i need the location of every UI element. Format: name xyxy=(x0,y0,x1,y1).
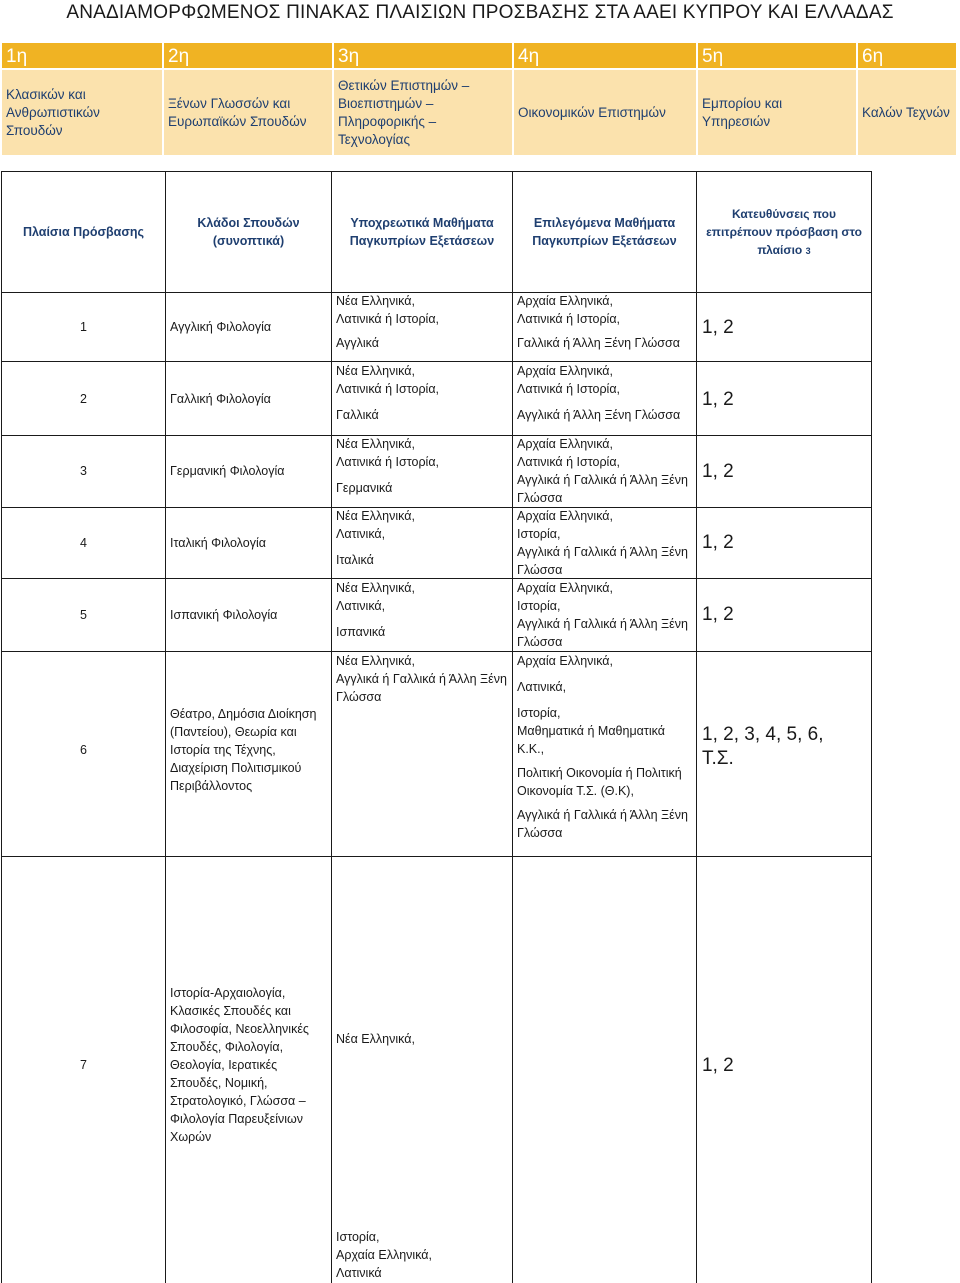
branch-line: Ισπανική Φιλολογία xyxy=(170,608,278,622)
required-line: Αγγλικά xyxy=(336,336,379,350)
branch-line: Σπουδές, Φιλολογία, xyxy=(170,1040,284,1054)
optional-cell xyxy=(517,652,688,842)
header-line: επιτρέπουν πρόσβαση στο xyxy=(706,224,862,239)
table-border xyxy=(1,856,872,857)
required-line: Νέα Ελληνικά, xyxy=(336,437,415,451)
header-line: (συνοπτικά) xyxy=(212,234,285,248)
frame-number: 5 xyxy=(80,608,87,622)
optional-line: Ιστορία, xyxy=(517,599,561,613)
required-line: Γλώσσα xyxy=(336,690,382,704)
frame-number: 4 xyxy=(80,536,87,550)
frame-number: 1 xyxy=(80,320,87,334)
required-line: Γερμανικά xyxy=(336,481,393,495)
area-4 xyxy=(514,43,696,155)
directions-cell xyxy=(702,1054,734,1078)
optional-line: Αγγλικά ή Γαλλικά ή Άλλη Ξένη xyxy=(517,473,688,487)
optional-line: Γλώσσα xyxy=(517,826,563,840)
frame-number: 6 xyxy=(80,743,87,757)
branch-cell xyxy=(170,705,316,795)
required-cell xyxy=(336,507,415,569)
directions-line: 1, 2 xyxy=(702,532,734,553)
optional-line: Αγγλικά ή Άλλη Ξένη Γλώσσα xyxy=(517,408,681,422)
required-cell xyxy=(336,652,507,706)
optional-cell xyxy=(517,435,688,507)
branch-cell xyxy=(170,534,266,552)
required-cell xyxy=(336,362,439,424)
optional-line: Κ.Κ., xyxy=(517,742,545,756)
header-subscript: 3 xyxy=(805,245,811,256)
area-name: Ξένων Γλωσσών και Ευρωπαϊκών Σπουδών xyxy=(164,70,332,155)
required-extra-cell xyxy=(336,1228,432,1282)
branch-line: Στρατολογικό, Γλώσσα – xyxy=(170,1094,306,1108)
required-line: Νέα Ελληνικά, xyxy=(336,581,415,595)
required-line: Λατινικά, xyxy=(336,599,386,613)
table-border xyxy=(512,171,513,1283)
header-optional xyxy=(513,172,696,292)
branch-line: Φιλολογία Παρευξείνιων xyxy=(170,1112,304,1126)
table-border xyxy=(1,171,2,1283)
optional-line: Λατινικά, xyxy=(517,680,567,694)
branch-cell xyxy=(170,984,309,1146)
optional-line: Αγγλικά ή Γαλλικά ή Άλλη Ξένη xyxy=(517,545,688,559)
branch-cell xyxy=(170,318,271,336)
optional-cell xyxy=(517,579,688,651)
branch-line: Ιταλική Φιλολογία xyxy=(170,536,266,550)
area-1 xyxy=(2,43,162,155)
header-line: Κλάδοι Σπουδών xyxy=(197,216,300,230)
required-line: Νέα Ελληνικά, xyxy=(336,1032,415,1046)
area-3 xyxy=(334,43,512,155)
optional-line: Λατινικά ή Ιστορία, xyxy=(517,312,621,326)
header-line xyxy=(757,241,810,260)
frame-number: 3 xyxy=(80,464,87,478)
area-number: 3η xyxy=(334,43,512,68)
optional-line: Λατινικά ή Ιστορία, xyxy=(517,455,621,469)
area-6 xyxy=(858,43,956,155)
required-line: Λατινικά ή Ιστορία, xyxy=(336,455,440,469)
required-line: Λατινικά ή Ιστορία, xyxy=(336,312,440,326)
optional-line: Λατινικά ή Ιστορία, xyxy=(517,382,621,396)
directions-cell xyxy=(702,460,734,484)
optional-line: Αρχαία Ελληνικά, xyxy=(517,437,613,451)
directions-cell xyxy=(702,388,734,412)
optional-line: Αγγλικά ή Γαλλικά ή Άλλη Ξένη xyxy=(517,808,688,822)
branch-cell xyxy=(170,390,271,408)
directions-line: Τ.Σ. xyxy=(702,748,734,769)
branch-line: Ιστορία-Αρχαιολογία, xyxy=(170,986,286,1000)
area-number: 2η xyxy=(164,43,332,68)
optional-cell xyxy=(517,292,680,352)
header-line: Επιλεγόμενα Μαθήματα xyxy=(533,216,676,230)
branch-line: Γαλλική Φιλολογία xyxy=(170,392,271,406)
area-name: Θετικών Επιστημών – Βιοεπιστημών – Πληροφορικής – Τεχνολογίας xyxy=(334,70,512,155)
directions-line: 1, 2 xyxy=(702,317,734,338)
directions-line: 1, 2 xyxy=(702,604,734,625)
areas-legend xyxy=(2,43,956,155)
optional-cell xyxy=(517,362,680,424)
required-line: Αγγλικά ή Γαλλικά ή Άλλη Ξένη xyxy=(336,672,507,686)
header-frames-label: Πλαίσια Πρόσβασης xyxy=(22,225,145,239)
optional-line: Πολιτική Οικονομία ή Πολιτική xyxy=(517,766,682,780)
required-line: Αρχαία Ελληνικά, xyxy=(336,1248,432,1262)
optional-line: Γαλλικά ή Άλλη Ξένη Γλώσσα xyxy=(517,336,680,350)
branch-line: Σπουδές, Νομική, xyxy=(170,1076,268,1090)
required-line: Λατινικά ή Ιστορία, xyxy=(336,382,440,396)
optional-line: Μαθηματικά ή Μαθηματικά xyxy=(517,724,665,738)
directions-cell xyxy=(702,723,823,771)
area-name: Οικονομικών Επιστημών xyxy=(514,70,696,155)
required-line: Νέα Ελληνικά, xyxy=(336,654,415,668)
required-line: Λατινικά, xyxy=(336,527,386,541)
table-border xyxy=(1,507,872,508)
area-name: Καλών Τεχνών xyxy=(858,70,956,155)
required-cell xyxy=(336,435,439,497)
optional-line: Αρχαία Ελληνικά, xyxy=(517,581,613,595)
optional-line: Οικονομία Τ.Σ. (Θ.Κ), xyxy=(517,784,634,798)
required-cell xyxy=(336,1030,415,1048)
directions-line: 1, 2 xyxy=(702,389,734,410)
optional-line: Αρχαία Ελληνικά, xyxy=(517,294,613,308)
required-line: Γαλλικά xyxy=(336,408,379,422)
required-line: Ιταλικά xyxy=(336,553,374,567)
optional-line: Αγγλικά ή Γαλλικά ή Άλλη Ξένη xyxy=(517,617,688,631)
branch-line: Θεολογία, Ιερατικές xyxy=(170,1058,278,1072)
branch-line: Θέατρο, Δημόσια Διοίκηση xyxy=(170,707,317,721)
area-5 xyxy=(698,43,856,155)
header-directions xyxy=(697,172,871,292)
required-line: Νέα Ελληνικά, xyxy=(336,364,415,378)
header-frames xyxy=(2,172,165,292)
branch-line: Αγγλική Φιλολογία xyxy=(170,320,272,334)
optional-line: Ιστορία, xyxy=(517,527,561,541)
table-border xyxy=(331,171,332,1283)
optional-line: Αρχαία Ελληνικά, xyxy=(517,364,613,378)
branch-line: Περιβάλλοντος xyxy=(170,779,253,793)
directions-line: 1, 2 xyxy=(702,461,734,482)
document-title: ΑΝΑΔΙΑΜΟΡΦΩΜΕΝΟΣ ΠΙΝΑΚΑΣ ΠΛΑΙΣΙΩΝ ΠΡΟΣΒΑΣΗΣ ΣΤΑ ΑΑΕΙ ΚΥΠΡΟΥ ΚΑΙ ΕΛΛΑΔΑΣ xyxy=(66,2,894,23)
area-name: Κλασικών και Ανθρωπιστικών Σπουδών xyxy=(2,70,162,155)
optional-line: Γλώσσα xyxy=(517,563,563,577)
required-line: Λατινικά xyxy=(336,1266,382,1280)
area-2 xyxy=(164,43,332,155)
required-line: Νέα Ελληνικά, xyxy=(336,509,415,523)
branch-line: Διαχείριση Πολιτισμικού xyxy=(170,761,302,775)
optional-line: Ιστορία, xyxy=(517,706,561,720)
required-line: Νέα Ελληνικά, xyxy=(336,294,415,308)
header-branches xyxy=(166,172,331,292)
directions-line: 1, 2, 3, 4, 5, 6, xyxy=(702,724,824,745)
optional-cell xyxy=(517,507,688,579)
header-line: Κατευθύνσεις που xyxy=(732,206,836,221)
area-number: 1η xyxy=(2,43,162,68)
optional-line: Γλώσσα xyxy=(517,635,563,649)
directions-cell xyxy=(702,316,734,340)
header-line: Παγκυπρίων Εξετάσεων xyxy=(532,234,677,248)
frame-number: 2 xyxy=(80,392,87,406)
directions-cell xyxy=(702,603,734,627)
branch-line: Φιλοσοφία, Νεοελληνικές xyxy=(170,1022,309,1036)
header-line: Παγκυπρίων Εξετάσεων xyxy=(349,234,495,248)
directions-cell xyxy=(702,531,734,555)
table-border xyxy=(1,578,872,579)
header-line-text: πλαίσιο xyxy=(757,242,803,257)
area-number: 6η xyxy=(858,43,956,68)
required-cell xyxy=(336,292,439,352)
branch-cell xyxy=(170,606,277,624)
table-border xyxy=(696,171,697,1283)
branch-line: (Παντείου), Θεωρία και xyxy=(170,725,297,739)
branch-line: Χωρών xyxy=(170,1130,212,1144)
optional-line: Αρχαία Ελληνικά, xyxy=(517,509,613,523)
header-line: Υποχρεωτικά Μαθήματα xyxy=(350,216,494,230)
table-border xyxy=(165,171,166,1283)
optional-line: Γλώσσα xyxy=(517,491,563,505)
frame-number: 7 xyxy=(80,1058,87,1072)
area-name: Εμπορίου και Υπηρεσιών xyxy=(698,70,856,155)
required-cell xyxy=(336,579,415,641)
branch-line: Κλασικές Σπουδές και xyxy=(170,1004,291,1018)
area-number: 5η xyxy=(698,43,856,68)
header-required xyxy=(332,172,512,292)
area-number: 4η xyxy=(514,43,696,68)
branch-line: Ιστορία της Τέχνης, xyxy=(170,743,276,757)
table-border xyxy=(871,171,872,1283)
optional-line: Αρχαία Ελληνικά, xyxy=(517,654,613,668)
required-line: Ισπανικά xyxy=(336,625,386,639)
directions-line: 1, 2 xyxy=(702,1055,734,1076)
required-line: Ιστορία, xyxy=(336,1230,380,1244)
branch-line: Γερμανική Φιλολογία xyxy=(170,464,285,478)
branch-cell xyxy=(170,462,285,480)
